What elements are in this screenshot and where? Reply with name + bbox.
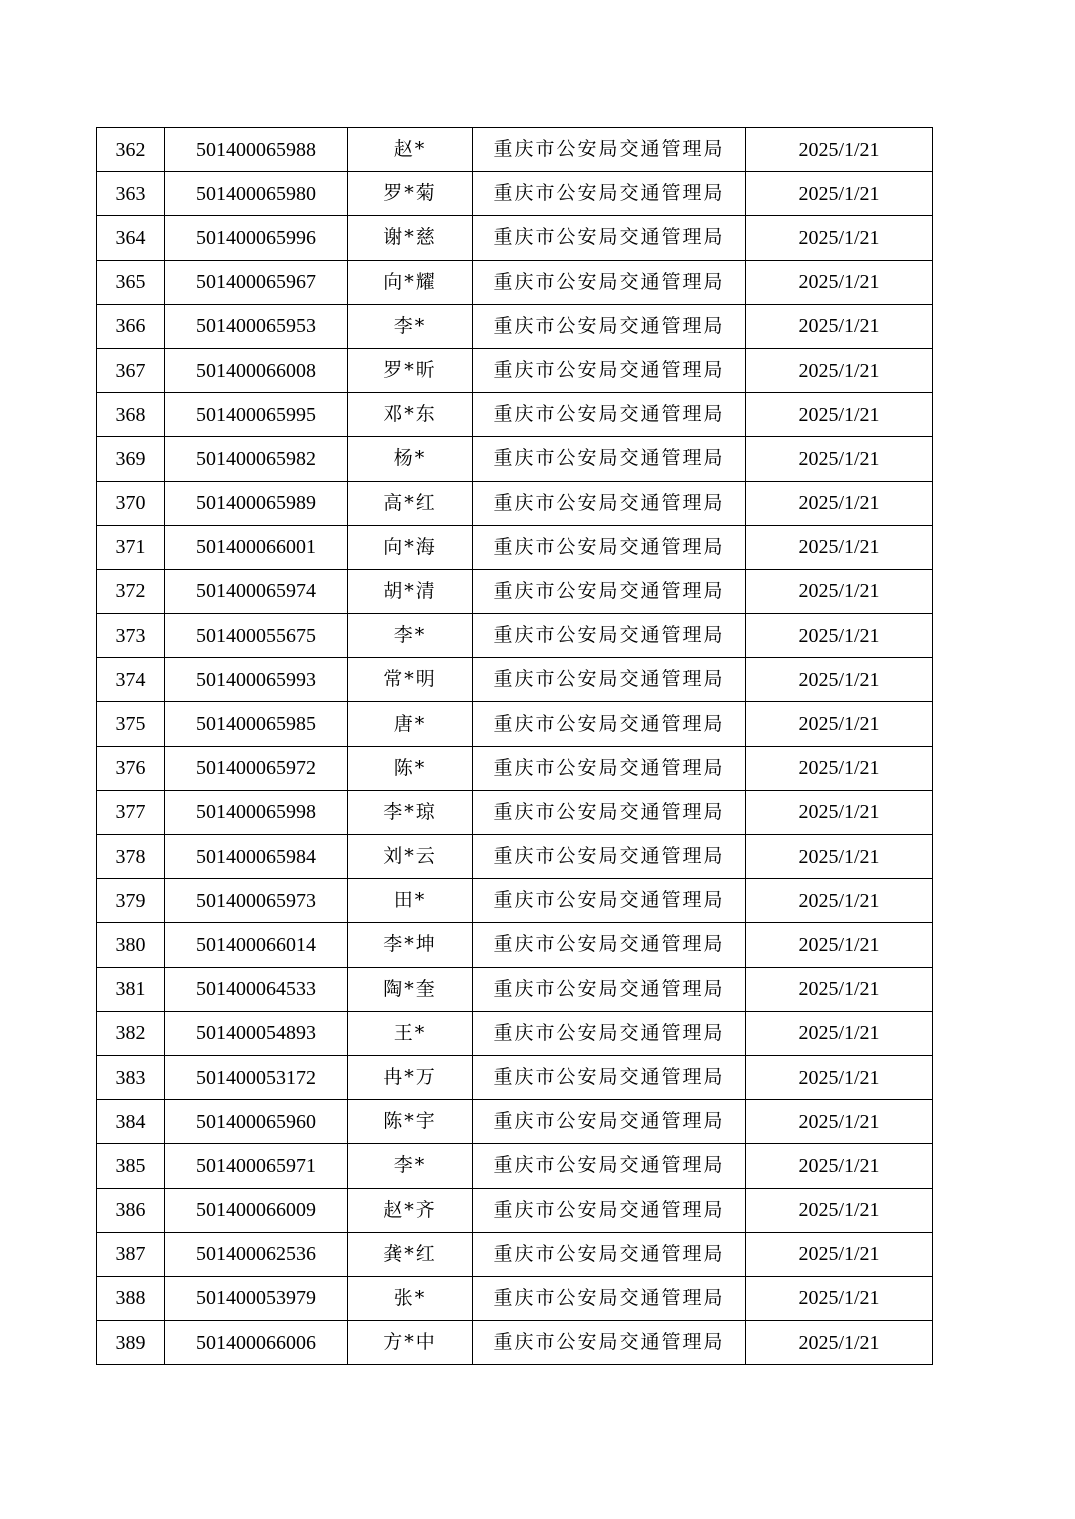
issuing-authority-cell: 重庆市公安局交通管理局 xyxy=(473,746,746,790)
table-row xyxy=(97,835,933,879)
person-name-cell: 陈*宇 xyxy=(348,1100,473,1144)
table-row xyxy=(97,260,933,304)
issuing-authority-cell: 重庆市公安局交通管理局 xyxy=(473,569,746,613)
serial-number-cell: 367 xyxy=(97,348,165,392)
issuing-authority-cell: 重庆市公安局交通管理局 xyxy=(473,1276,746,1320)
record-code-cell: 501400065995 xyxy=(165,393,348,437)
person-name-cell: 张* xyxy=(348,1276,473,1320)
table-row xyxy=(97,128,933,172)
date-cell: 2025/1/21 xyxy=(746,1276,933,1320)
record-code-cell: 501400065980 xyxy=(165,172,348,216)
issuing-authority-cell: 重庆市公安局交通管理局 xyxy=(473,923,746,967)
date-cell: 2025/1/21 xyxy=(746,172,933,216)
serial-number-cell: 377 xyxy=(97,790,165,834)
person-name-cell: 李*坤 xyxy=(348,923,473,967)
date-cell: 2025/1/21 xyxy=(746,525,933,569)
issuing-authority-cell: 重庆市公安局交通管理局 xyxy=(473,658,746,702)
serial-number-cell: 368 xyxy=(97,393,165,437)
date-cell: 2025/1/21 xyxy=(746,481,933,525)
issuing-authority-cell: 重庆市公安局交通管理局 xyxy=(473,525,746,569)
serial-number-cell: 365 xyxy=(97,260,165,304)
table-row xyxy=(97,481,933,525)
person-name-cell: 向*耀 xyxy=(348,260,473,304)
table-row xyxy=(97,879,933,923)
record-code-cell: 501400065998 xyxy=(165,790,348,834)
record-code-cell: 501400053172 xyxy=(165,1055,348,1099)
table-row xyxy=(97,1232,933,1276)
issuing-authority-cell: 重庆市公安局交通管理局 xyxy=(473,879,746,923)
table-row xyxy=(97,569,933,613)
person-name-cell: 杨* xyxy=(348,437,473,481)
person-name-cell: 陶*奎 xyxy=(348,967,473,1011)
person-name-cell: 冉*万 xyxy=(348,1055,473,1099)
serial-number-cell: 382 xyxy=(97,1011,165,1055)
record-code-cell: 501400065972 xyxy=(165,746,348,790)
issuing-authority-cell: 重庆市公安局交通管理局 xyxy=(473,481,746,525)
table-row xyxy=(97,393,933,437)
person-name-cell: 罗*昕 xyxy=(348,348,473,392)
serial-number-cell: 384 xyxy=(97,1100,165,1144)
record-code-cell: 501400053979 xyxy=(165,1276,348,1320)
serial-number-cell: 363 xyxy=(97,172,165,216)
record-code-cell: 501400062536 xyxy=(165,1232,348,1276)
record-code-cell: 501400066014 xyxy=(165,923,348,967)
date-cell: 2025/1/21 xyxy=(746,1321,933,1365)
date-cell: 2025/1/21 xyxy=(746,1188,933,1232)
date-cell: 2025/1/21 xyxy=(746,1144,933,1188)
serial-number-cell: 376 xyxy=(97,746,165,790)
table-row xyxy=(97,746,933,790)
date-cell: 2025/1/21 xyxy=(746,746,933,790)
record-code-cell: 501400065993 xyxy=(165,658,348,702)
table-row xyxy=(97,348,933,392)
date-cell: 2025/1/21 xyxy=(746,216,933,260)
serial-number-cell: 371 xyxy=(97,525,165,569)
table-row xyxy=(97,1055,933,1099)
record-code-cell: 501400065988 xyxy=(165,128,348,172)
issuing-authority-cell: 重庆市公安局交通管理局 xyxy=(473,128,746,172)
person-name-cell: 赵*齐 xyxy=(348,1188,473,1232)
record-code-cell: 501400066009 xyxy=(165,1188,348,1232)
date-cell: 2025/1/21 xyxy=(746,437,933,481)
serial-number-cell: 375 xyxy=(97,702,165,746)
issuing-authority-cell: 重庆市公安局交通管理局 xyxy=(473,1188,746,1232)
issuing-authority-cell: 重庆市公安局交通管理局 xyxy=(473,260,746,304)
person-name-cell: 李* xyxy=(348,614,473,658)
records-table xyxy=(96,127,933,1365)
date-cell: 2025/1/21 xyxy=(746,790,933,834)
serial-number-cell: 378 xyxy=(97,835,165,879)
date-cell: 2025/1/21 xyxy=(746,260,933,304)
person-name-cell: 田* xyxy=(348,879,473,923)
issuing-authority-cell: 重庆市公安局交通管理局 xyxy=(473,790,746,834)
person-name-cell: 王* xyxy=(348,1011,473,1055)
serial-number-cell: 362 xyxy=(97,128,165,172)
issuing-authority-cell: 重庆市公安局交通管理局 xyxy=(473,702,746,746)
issuing-authority-cell: 重庆市公安局交通管理局 xyxy=(473,1100,746,1144)
issuing-authority-cell: 重庆市公安局交通管理局 xyxy=(473,393,746,437)
date-cell: 2025/1/21 xyxy=(746,1055,933,1099)
serial-number-cell: 381 xyxy=(97,967,165,1011)
person-name-cell: 邓*东 xyxy=(348,393,473,437)
serial-number-cell: 364 xyxy=(97,216,165,260)
date-cell: 2025/1/21 xyxy=(746,304,933,348)
date-cell: 2025/1/21 xyxy=(746,658,933,702)
table-row xyxy=(97,658,933,702)
person-name-cell: 赵* xyxy=(348,128,473,172)
record-code-cell: 501400065982 xyxy=(165,437,348,481)
table-row xyxy=(97,216,933,260)
table-row xyxy=(97,1321,933,1365)
table-row xyxy=(97,304,933,348)
issuing-authority-cell: 重庆市公安局交通管理局 xyxy=(473,1321,746,1365)
record-code-cell: 501400066008 xyxy=(165,348,348,392)
serial-number-cell: 388 xyxy=(97,1276,165,1320)
serial-number-cell: 373 xyxy=(97,614,165,658)
issuing-authority-cell: 重庆市公安局交通管理局 xyxy=(473,304,746,348)
date-cell: 2025/1/21 xyxy=(746,1100,933,1144)
serial-number-cell: 387 xyxy=(97,1232,165,1276)
record-code-cell: 501400065996 xyxy=(165,216,348,260)
issuing-authority-cell: 重庆市公安局交通管理局 xyxy=(473,216,746,260)
issuing-authority-cell: 重庆市公安局交通管理局 xyxy=(473,614,746,658)
date-cell: 2025/1/21 xyxy=(746,702,933,746)
table-row xyxy=(97,1276,933,1320)
record-code-cell: 501400066006 xyxy=(165,1321,348,1365)
record-code-cell: 501400066001 xyxy=(165,525,348,569)
record-code-cell: 501400065953 xyxy=(165,304,348,348)
serial-number-cell: 370 xyxy=(97,481,165,525)
serial-number-cell: 380 xyxy=(97,923,165,967)
person-name-cell: 罗*菊 xyxy=(348,172,473,216)
date-cell: 2025/1/21 xyxy=(746,614,933,658)
person-name-cell: 李* xyxy=(348,304,473,348)
person-name-cell: 刘*云 xyxy=(348,835,473,879)
record-code-cell: 501400065985 xyxy=(165,702,348,746)
date-cell: 2025/1/21 xyxy=(746,923,933,967)
serial-number-cell: 383 xyxy=(97,1055,165,1099)
date-cell: 2025/1/21 xyxy=(746,1232,933,1276)
table-row xyxy=(97,967,933,1011)
records-table-body xyxy=(97,128,933,1365)
serial-number-cell: 379 xyxy=(97,879,165,923)
issuing-authority-cell: 重庆市公安局交通管理局 xyxy=(473,835,746,879)
table-row xyxy=(97,525,933,569)
table-row xyxy=(97,172,933,216)
serial-number-cell: 389 xyxy=(97,1321,165,1365)
issuing-authority-cell: 重庆市公安局交通管理局 xyxy=(473,1055,746,1099)
table-row xyxy=(97,1188,933,1232)
issuing-authority-cell: 重庆市公安局交通管理局 xyxy=(473,172,746,216)
person-name-cell: 李*琼 xyxy=(348,790,473,834)
record-code-cell: 501400065971 xyxy=(165,1144,348,1188)
table-row xyxy=(97,614,933,658)
issuing-authority-cell: 重庆市公安局交通管理局 xyxy=(473,1232,746,1276)
issuing-authority-cell: 重庆市公安局交通管理局 xyxy=(473,437,746,481)
date-cell: 2025/1/21 xyxy=(746,835,933,879)
record-code-cell: 501400054893 xyxy=(165,1011,348,1055)
person-name-cell: 谢*慈 xyxy=(348,216,473,260)
date-cell: 2025/1/21 xyxy=(746,967,933,1011)
date-cell: 2025/1/21 xyxy=(746,393,933,437)
person-name-cell: 陈* xyxy=(348,746,473,790)
issuing-authority-cell: 重庆市公安局交通管理局 xyxy=(473,967,746,1011)
record-code-cell: 501400065974 xyxy=(165,569,348,613)
person-name-cell: 龚*红 xyxy=(348,1232,473,1276)
table-row xyxy=(97,790,933,834)
table-row xyxy=(97,437,933,481)
issuing-authority-cell: 重庆市公安局交通管理局 xyxy=(473,1144,746,1188)
record-code-cell: 501400065973 xyxy=(165,879,348,923)
record-code-cell: 501400065984 xyxy=(165,835,348,879)
person-name-cell: 向*海 xyxy=(348,525,473,569)
person-name-cell: 常*明 xyxy=(348,658,473,702)
table-row xyxy=(97,1144,933,1188)
person-name-cell: 唐* xyxy=(348,702,473,746)
person-name-cell: 胡*清 xyxy=(348,569,473,613)
record-code-cell: 501400065967 xyxy=(165,260,348,304)
table-row xyxy=(97,702,933,746)
serial-number-cell: 369 xyxy=(97,437,165,481)
person-name-cell: 高*红 xyxy=(348,481,473,525)
date-cell: 2025/1/21 xyxy=(746,348,933,392)
issuing-authority-cell: 重庆市公安局交通管理局 xyxy=(473,348,746,392)
table-row xyxy=(97,1100,933,1144)
table-row xyxy=(97,1011,933,1055)
person-name-cell: 方*中 xyxy=(348,1321,473,1365)
date-cell: 2025/1/21 xyxy=(746,569,933,613)
record-code-cell: 501400064533 xyxy=(165,967,348,1011)
date-cell: 2025/1/21 xyxy=(746,1011,933,1055)
serial-number-cell: 372 xyxy=(97,569,165,613)
record-code-cell: 501400065989 xyxy=(165,481,348,525)
person-name-cell: 李* xyxy=(348,1144,473,1188)
serial-number-cell: 366 xyxy=(97,304,165,348)
serial-number-cell: 386 xyxy=(97,1188,165,1232)
record-code-cell: 501400065960 xyxy=(165,1100,348,1144)
date-cell: 2025/1/21 xyxy=(746,879,933,923)
serial-number-cell: 374 xyxy=(97,658,165,702)
serial-number-cell: 385 xyxy=(97,1144,165,1188)
date-cell: 2025/1/21 xyxy=(746,128,933,172)
table-row xyxy=(97,923,933,967)
issuing-authority-cell: 重庆市公安局交通管理局 xyxy=(473,1011,746,1055)
record-code-cell: 501400055675 xyxy=(165,614,348,658)
